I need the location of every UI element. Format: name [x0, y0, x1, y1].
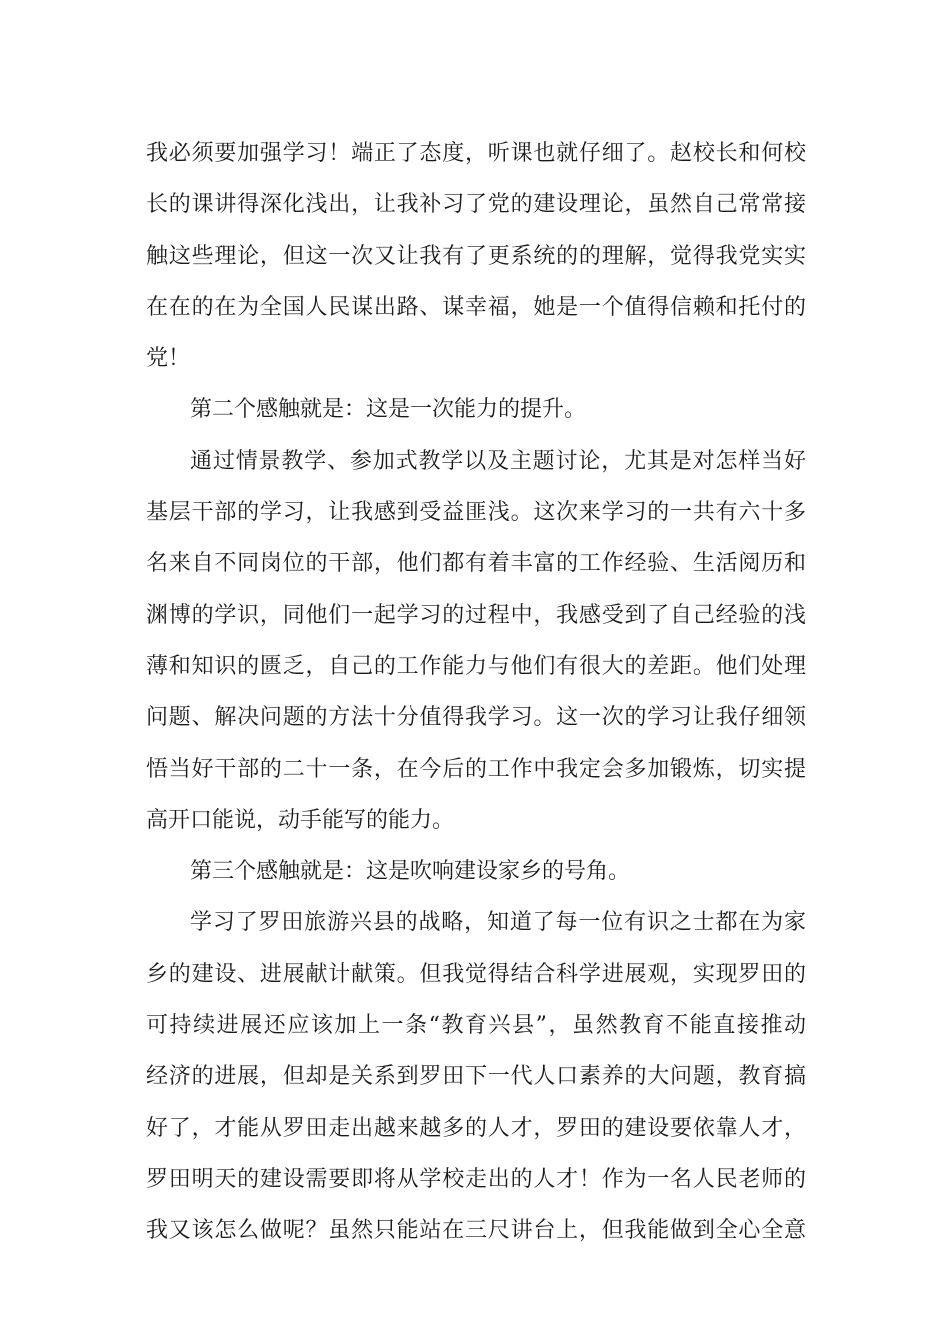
- text-line: 我又该怎么做呢？虽然只能站在三尺讲台上，但我能做到全心全意: [146, 1218, 806, 1244]
- text-line: 薄和知识的匮乏，自己的工作能力与他们有很大的差距。他们处理: [146, 653, 806, 679]
- text-line: 罗田明天的建设需要即将从学校走出的人才！作为一名人民老师的: [146, 1166, 806, 1192]
- text-line: 渊博的学识，同他们一起学习的过程中，我感受到了自己经验的浅: [146, 602, 806, 628]
- text-line: 基层干部的学习，让我感到受益匪浅。这次来学习的一共有六十多: [146, 500, 806, 526]
- text-line: 学习了罗田旅游兴县的战略，知道了每一位有识之士都在为家: [190, 910, 806, 936]
- text-line: 名来自不同岗位的干部，他们都有着丰富的工作经验、生活阅历和: [146, 551, 806, 577]
- text-line: 可持续进展还应该加上一条“教育兴县”，虽然教育不能直接推动: [146, 1013, 806, 1039]
- text-line: 党！: [146, 346, 191, 372]
- text-line: 触这些理论，但这一次又让我有了更系统的的理解，觉得我党实实: [146, 243, 806, 269]
- text-line: 我必须要加强学习！端正了态度，听课也就仔细了。赵校长和何校: [146, 141, 806, 166]
- text-line: 第二个感触就是：这是一次能力的提升。: [190, 397, 587, 423]
- text-line: 第三个感触就是：这是吹响建设家乡的号角。: [190, 859, 631, 885]
- body-text: [146, 128, 806, 1257]
- text-line: 问题、解决问题的方法十分值得我学习。这一次的学习让我仔细领: [146, 705, 806, 731]
- text-line: 悟当好干部的二十一条，在今后的工作中我定会多加锻炼，切实提: [146, 756, 806, 782]
- text-line: 经济的进展，但却是关系到罗田下一代人口素养的大问题，教育搞: [146, 1064, 806, 1090]
- text-line: 好了，才能从罗田走出越来越多的人才，罗田的建设要依靠人才，: [146, 1115, 806, 1141]
- text-line: 高开口能说，动手能写的能力。: [146, 807, 455, 833]
- text-line: 乡的建设、进展献计献策。但我觉得结合科学进展观，实现罗田的: [146, 961, 806, 987]
- text-line: 长的课讲得深化浅出，让我补习了党的建设理论，虽然自己常常接: [146, 192, 806, 218]
- text-line: 通过情景教学、参加式教学以及主题讨论，尤其是对怎样当好: [190, 448, 806, 474]
- text-line: 在在的在为全国人民谋出路、谋幸福，她是一个值得信赖和托付的: [146, 294, 806, 320]
